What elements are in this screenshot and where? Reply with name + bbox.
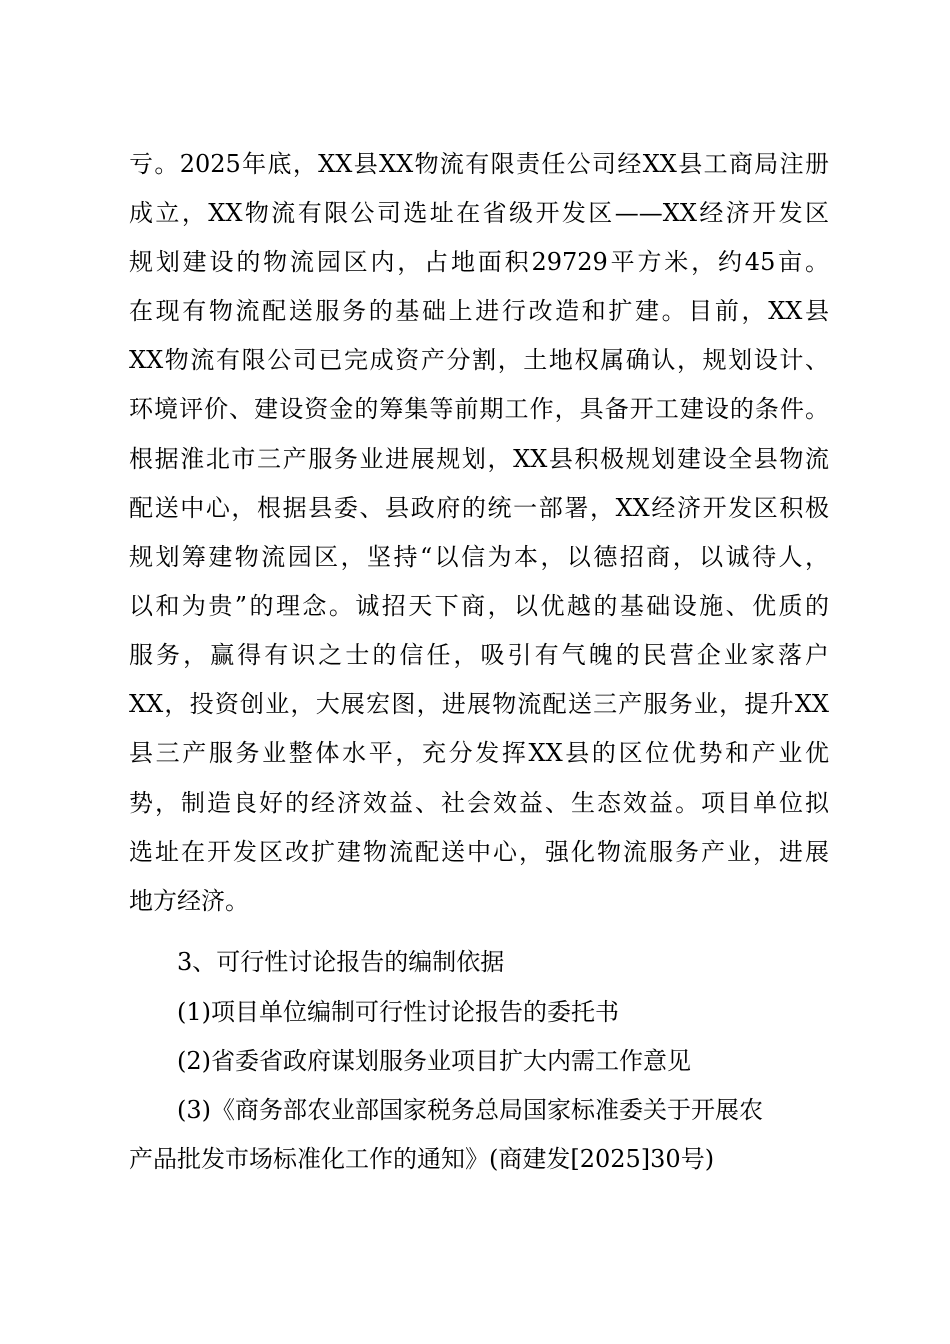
paragraph-line: 选址在开发区改扩建物流配送中心，强化物流服务产业，进展 [129,838,829,866]
basis-item: (1)项目单位编制可行性讨论报告的委托书 [177,998,619,1026]
paragraph-line: XX，投资创业，大展宏图，进展物流配送三产服务业，提升XX [129,690,829,718]
basis-item: (2)省委省政府谋划服务业项目扩大内需工作意见 [177,1047,691,1075]
basis-item-continuation: 产品批发市场标准化工作的通知》(商建发[2025]30号) [129,1145,715,1173]
paragraph-line: XX物流有限公司已完成资产分割，土地权属确认，规划设计、 [129,346,829,374]
paragraph-line: 成立，XX物流有限公司选址在省级开发区——XX经济开发区 [129,199,829,227]
paragraph-line: 配送中心，根据县委、县政府的统一部署，XX经济开发区积极 [129,494,829,522]
paragraph-line: 根据淮北市三产服务业进展规划，XX县积极规划建设全县物流 [129,445,829,473]
paragraph-line: 环境评价、建设资金的筹集等前期工作，具备开工建设的条件。 [129,395,829,423]
paragraph-line: 势，制造良好的经济效益、社会效益、生态效益。项目单位拟 [129,789,829,817]
paragraph-line: 县三产服务业整体水平，充分发挥XX县的区位优势和产业优 [129,739,829,767]
paragraph-line: 规划筹建物流园区，坚持“以信为本，以德招商，以诚待人， [129,543,829,571]
basis-item: (3)《商务部农业部国家税务总局国家标准委关于开展农 [177,1096,763,1124]
section-heading: 3、可行性讨论报告的编制依据 [177,948,505,976]
paragraph-line: 亏。2025年底，XX县XX物流有限责任公司经XX县工商局注册 [129,150,829,178]
paragraph-line: 在现有物流配送服务的基础上进行改造和扩建。目前，XX县 [129,297,829,325]
paragraph-line: 服务，赢得有识之士的信任，吸引有气魄的民营企业家落户 [129,641,829,669]
paragraph-line-last: 地方经济。 [129,887,249,915]
paragraph-line: 以和为贵”的理念。诚招天下商，以优越的基础设施、优质的 [129,592,829,620]
paragraph-line: 规划建设的物流园区内，占地面积29729平方米，约45亩。 [129,248,829,276]
